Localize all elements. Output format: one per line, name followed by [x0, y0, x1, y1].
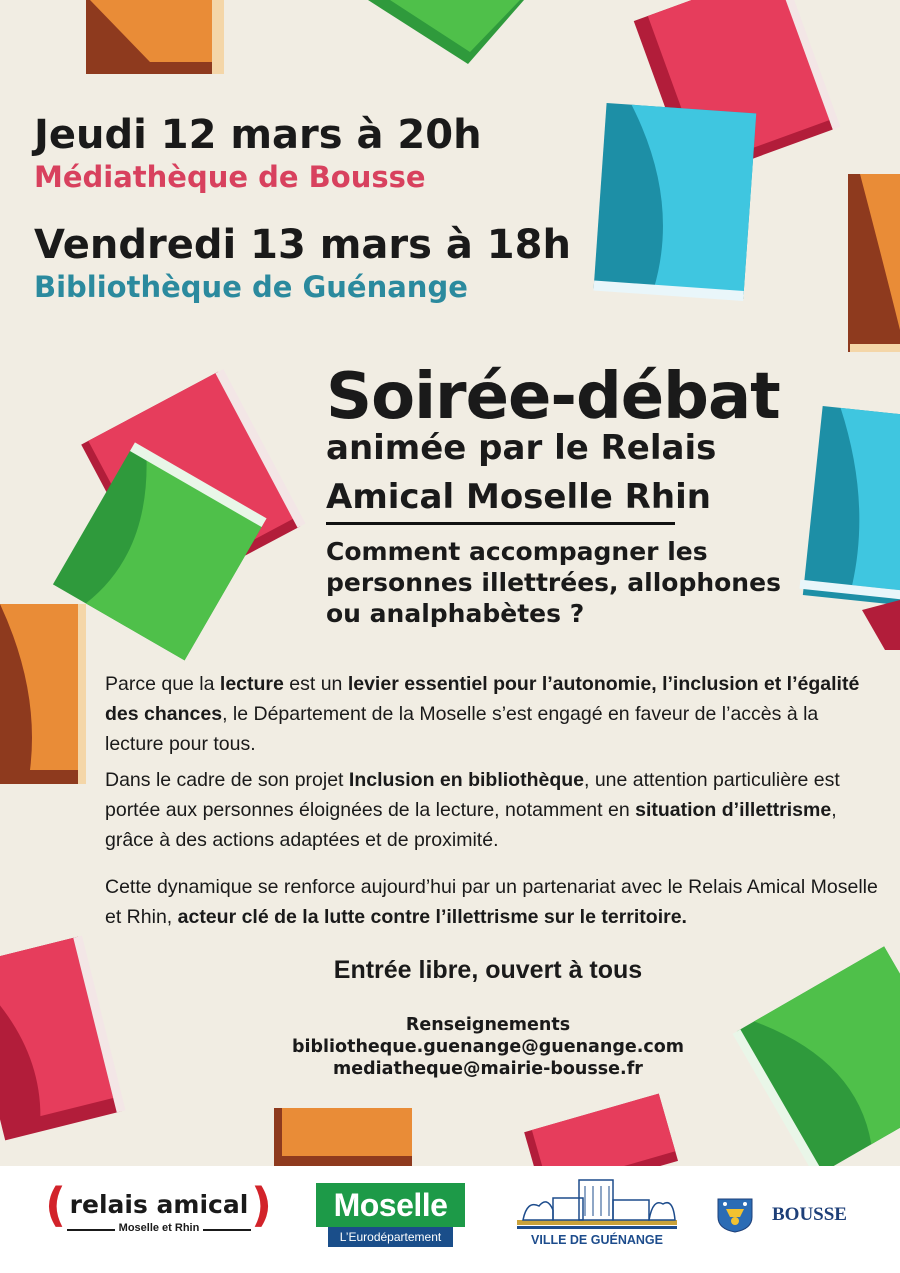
paragraph-2-text-c: , grâce à des actions adaptées et de proximité.: [105, 799, 837, 851]
event-1-date: Jeudi 12 mars à 20h: [34, 112, 482, 158]
paragraph-2: [105, 765, 880, 855]
event-2-date: Vendredi 13 mars à 18h: [34, 222, 571, 268]
paragraph-1-bold-b: levier essentiel pour l’autonomie, l’inclusion et l’égalité des chances: [105, 673, 860, 725]
paragraph-1-text-c: , le Département de la Moselle s’est engagé en faveur de l’accès à la lecture pour tous.: [105, 703, 819, 755]
contact-heading: Renseignements: [405, 1015, 571, 1035]
paragraph-3-bold-a: acteur clé de la lutte contre l’illettrisme sur le territoire.: [177, 906, 687, 928]
paragraph-1-text-a: Parce que la: [105, 673, 220, 695]
paragraph-2-bold-a: Inclusion en bibliothèque: [348, 769, 584, 791]
contact-block: [0, 1014, 900, 1080]
event-2-venue: Bibliothèque de Guénange: [34, 270, 468, 304]
guenange-building-icon: [513, 1176, 681, 1232]
entry-notice: Entrée libre, ouvert à tous: [333, 956, 643, 984]
relais-amical-logo: [45, 1178, 273, 1244]
book-orange-top-left: [86, 0, 224, 74]
relais-logo-subtitle: Moselle et Rhin: [118, 1222, 200, 1234]
paragraph-1-text-b: est un: [283, 673, 348, 695]
paragraph-2-text-a: Dans le cadre de son projet: [105, 769, 349, 791]
subtitle-line-1: animée par le Relais: [326, 428, 717, 468]
book-green-top: [368, 0, 524, 64]
event-1-venue: Médiathèque de Bousse: [34, 160, 426, 194]
book-red-right-mid: [862, 600, 900, 650]
paragraph-1: [105, 669, 880, 759]
paragraph-3-text-a: Cette dynamique se renforce aujourd’hui par un partenariat avec le Relais Amical Moselle et Rhin,: [105, 876, 878, 928]
moselle-logo-tagline: L’Eurodépartement: [328, 1227, 453, 1247]
contact-email-bousse[interactable]: mediatheque@mairie-bousse.fr: [333, 1059, 643, 1079]
paragraph-1-bold-a: lecture: [219, 673, 284, 695]
paragraph-3: [105, 872, 880, 932]
guenange-logo: [513, 1176, 681, 1252]
paragraph-2-text-b: , une attention particulière est portée aux personnes éloignées de la lecture, notamment en: [105, 769, 840, 821]
book-orange-right: [848, 174, 900, 352]
book-orange-left: [0, 604, 86, 784]
book-blue-right-top: [593, 103, 756, 301]
page-title: Soirée-débat: [326, 360, 780, 434]
relais-logo-name: relais amical: [69, 1190, 249, 1219]
book-red-left: [81, 369, 305, 599]
relais-line-right: [203, 1229, 251, 1231]
moselle-logo: [316, 1183, 465, 1249]
book-green-left: [53, 442, 267, 660]
paragraph-2-bold-b: situation d’illettrisme: [635, 799, 832, 821]
debate-question: Comment accompagner les personnes illettrées, allophones ou analphabètes ?: [326, 537, 781, 628]
guenange-logo-name: VILLE DE GUÉNANGE: [531, 1233, 663, 1247]
subtitle-line-2: Amical Moselle Rhin: [326, 477, 711, 517]
book-blue-right-mid: [799, 406, 900, 606]
bousse-logo: [716, 1197, 866, 1233]
relais-left-paren-icon: (: [45, 1178, 67, 1232]
contact-email-guenange[interactable]: bibliotheque.guenange@guenange.com: [292, 1037, 684, 1057]
relais-right-paren-icon: ): [251, 1178, 273, 1232]
book-red-top-right: [634, 0, 841, 181]
bousse-coat-of-arms-icon: [716, 1197, 754, 1233]
title-divider: [326, 522, 675, 525]
moselle-logo-name: Moselle: [316, 1183, 465, 1227]
book-orange-bottom: [274, 1108, 412, 1168]
bousse-logo-name: BOUSSE: [772, 1204, 847, 1225]
